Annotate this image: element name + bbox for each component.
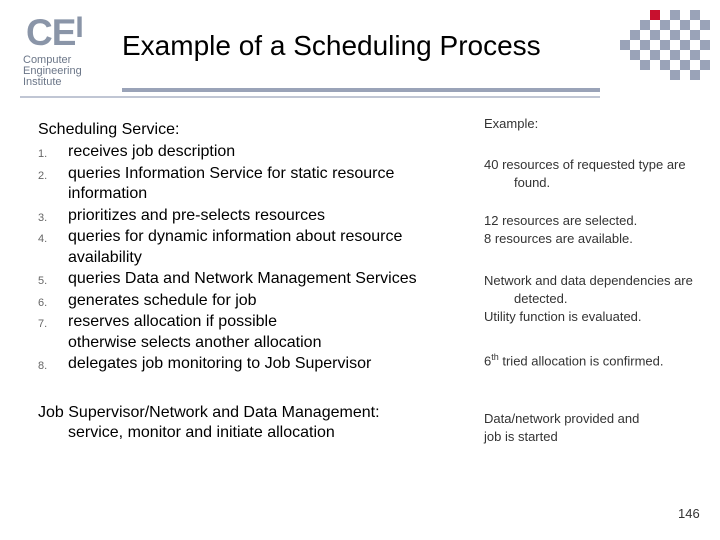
- checker-decoration-icon: [620, 10, 710, 90]
- list-item: 1. receives job description: [38, 143, 236, 160]
- steps-list: [38, 142, 468, 375]
- title-underline: [122, 88, 600, 92]
- list-item: 3. prioritizes and pre-selects resources: [38, 206, 325, 224]
- slide-title: Example of a Scheduling Process: [122, 30, 541, 61]
- cei-logo: [20, 8, 100, 93]
- page-number: 146: [678, 506, 700, 521]
- scheduling-heading: Scheduling Service:: [38, 121, 180, 138]
- example-block: 6th tried allocation is confirmed.: [484, 352, 664, 369]
- list-item: 8. delegates job monitoring to Job Supervisor: [38, 355, 372, 372]
- job-supervisor-text: Job Supervisor/Network and Data Management: service, monitor and initiate allocation: [38, 403, 380, 441]
- example-block: Network and data dependencies are detected. Utility function is evaluated.: [484, 273, 693, 324]
- list-item: 7. reserves allocation if possible otherwise selects another allocation: [38, 313, 322, 351]
- logo-line: Computer: [23, 54, 72, 66]
- list-item: 4. queries for dynamic information about resource availability: [38, 228, 403, 266]
- logo-mark: CEI: [26, 11, 83, 53]
- left-column: [38, 119, 468, 443]
- example-block: Data/network provided and job is started: [484, 411, 640, 444]
- list-item: 5. queries Data and Network Management Services: [38, 270, 417, 287]
- list-item: 2. queries Information Service for static resource information: [38, 164, 395, 202]
- list-item: 6. generates schedule for job: [38, 291, 257, 309]
- example-block: 12 resources are selected. 8 resources are available.: [484, 213, 638, 246]
- example-block: 40 resources of requested type are found.: [484, 157, 686, 190]
- logo-line: Institute: [23, 76, 62, 88]
- example-label: Example:: [484, 116, 539, 131]
- logo-line: Engineering: [23, 65, 82, 77]
- title-underline-thin: [20, 96, 600, 98]
- logo-text: [23, 55, 103, 88]
